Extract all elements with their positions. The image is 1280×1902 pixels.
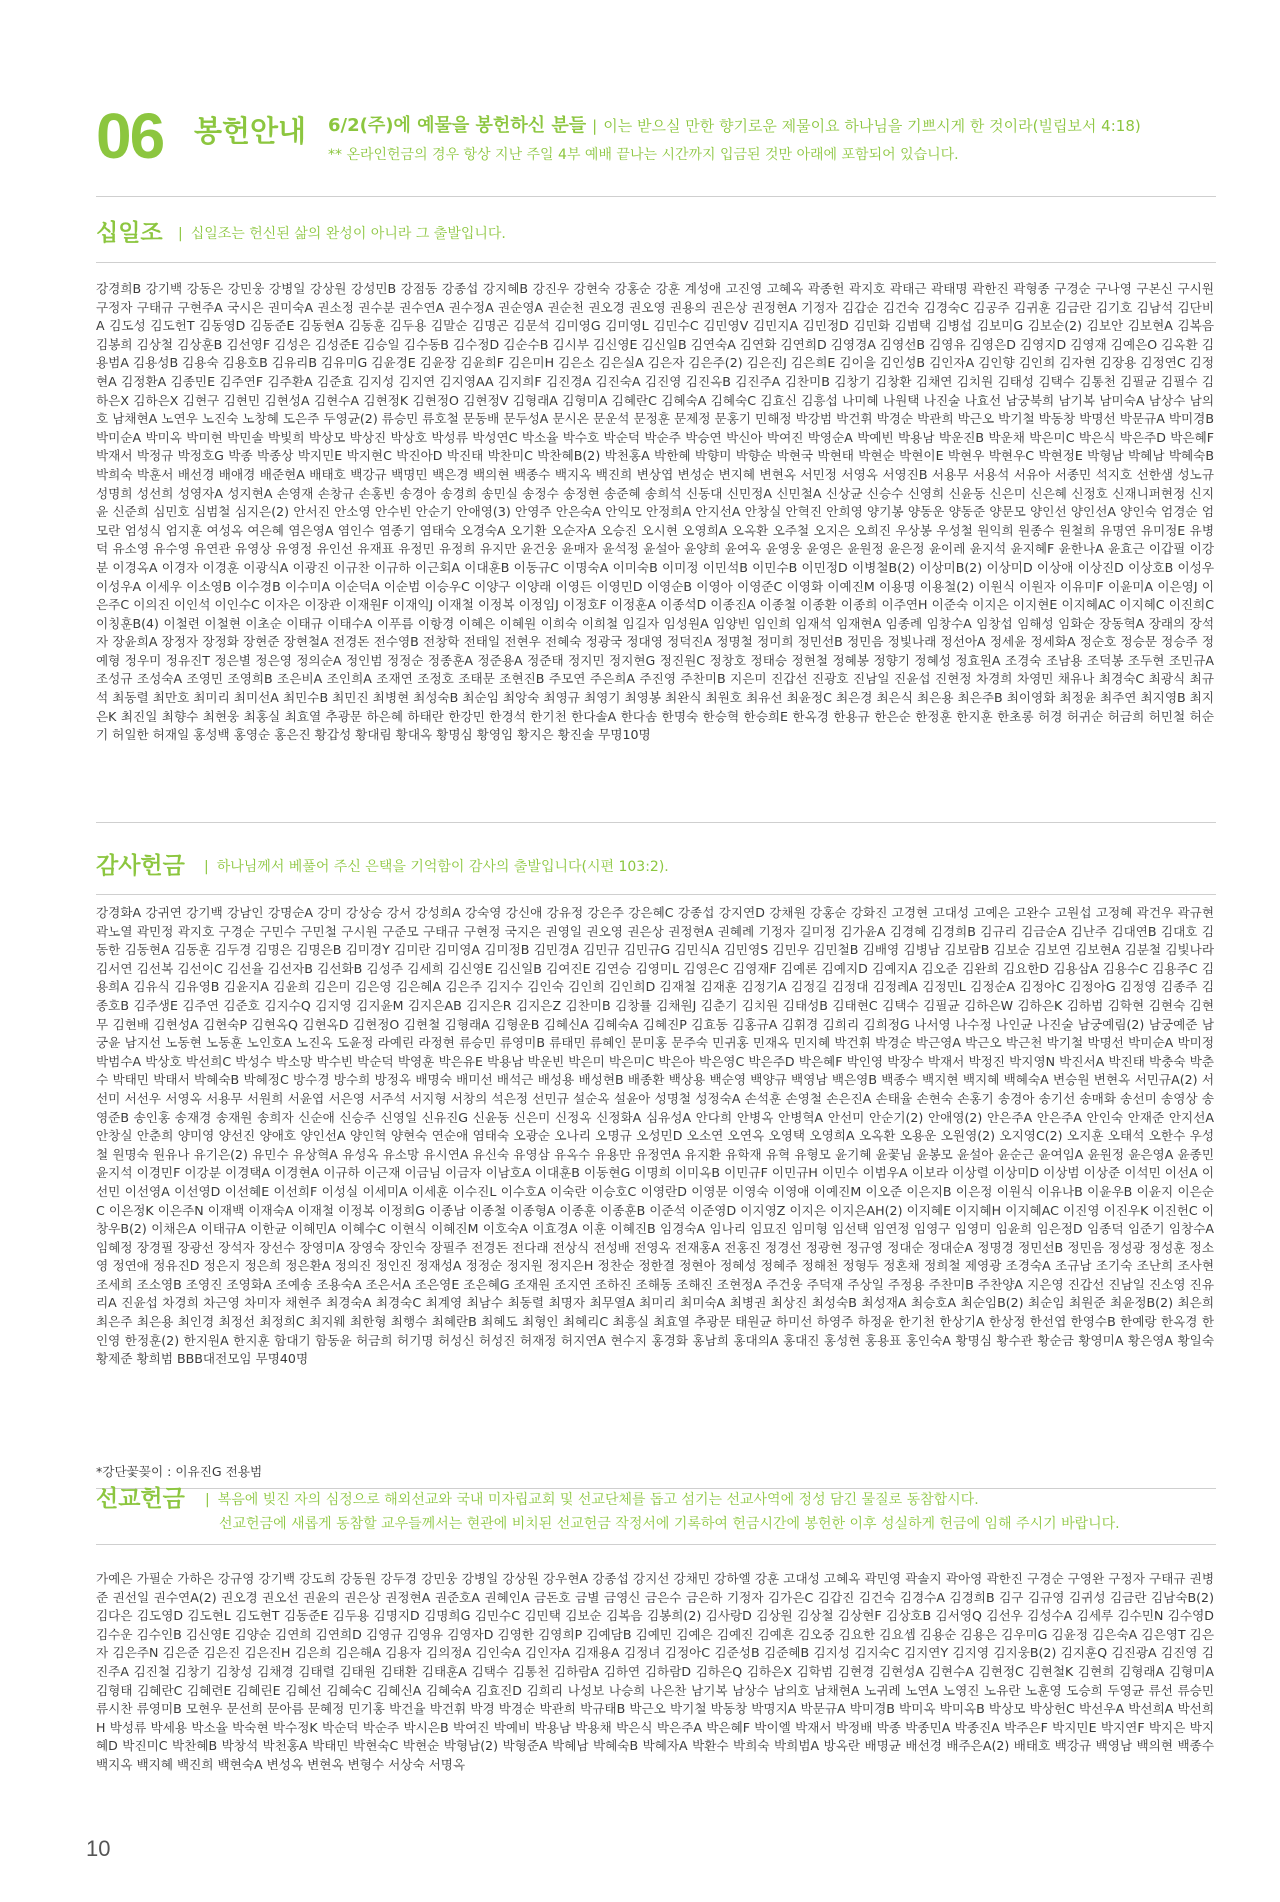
tithe-subtitle: | 십일조는 헌신된 삶의 완성이 아니라 그 출발입니다. [178,226,506,242]
offering-date-label: 6/2(주)에 예물을 봉헌하신 분들 [328,115,587,136]
mission-subtitle-1: | 복음에 빚진 자의 심정으로 해외선교와 국내 미자립교회 및 선교단체를 돕고 섬기는 선교사역에 정성 담긴 물질로 동참합시다. [205,1492,979,1508]
thanks-subtitle: | 하나님께서 베풀어 주신 은택을 기억함이 감사의 출발입니다(시편 103:2). [204,859,669,875]
separator: | [592,117,598,135]
mission-names: 가예은 가필순 가하은 강규영 강기백 강도희 강동원 강두경 강민웅 강병일 강상원 강우현A 강종섭 강지선 강채민 강하엘 강훈 고대성 고혜옥 곽민영 곽솔지 곽아영 곽한진 구경순 구영완 구정자 구태규 권병준 권선일 권수연A(2) 권오경 권오선 권윤의 권은상 권정현A 권준호A 권혜인A 금돈호 금별 금영신 금은수 금은하 기정자 김가은C 김갑진 김건숙 김경수A 김경희B 김구 김규영 김귀성 김금란 김남숙B(2) 김다은 김도영D 김도현L 김도현T 김동준E 김두용 김명지D 김명희G 김민수C 김민택 김보순 김복음 김봉희(2) 김사랑D 김상원 김상철 김상현F 김상호B 김서영Q 김선우 김성수A 김세루 김수민N 김수영D 김수운 김수인B 김신영E 김양순 김연희 김연희D 김영규 김영유 김영자D 김영한 김영희P 김예담B 김예민 김예은 김예진 김예흔 김오중 김요한 김요셉 김용순 김용은 김우미G 김윤정 김은숙A 김은영T 김은자 김은주N 김은준 김은진 김은진H 김은희 김은해A 김용자 김의정A 김인숙A 김인자A 김재용A 김정녀 김정아C 김준성B 김준혜B 김지성 김지숙C 김지연Y 김지영 김지웅B(2) 김지훈Q 김진광A 김진영 김진주A 김진철 김창기 김창성 김채경 김태렬 김태원 김태환 김태훈A 김택수 김통천 김하람A 김하연 김하람D 김하은Q 김하은X 김학범 김현경 김현성A 김현수A 김현정C 김현철K 김현희 김형래A 김형미A 김형태 김혜란C 김혜련E 김혜린E 김혜선 김혜숙C 김혜신A 김혜숙A 김효진D 김희리 나성보 나승희 나은찬 남기복 남상수 남의호 남채현A 노귀례 노연A 노영진 노유란 노훈영 도승희 두영균 류선 류승민 류시찬 류영미B 모현우 문선희 문아름 문혜정 민기홍 박건율 박건휘 박경 박경순 박관희 박규태B 박근오 박기철 박동창 박명지A 박문규A 박미경B 박미옥 박미옥B 박상모 박상헌C 박선우A 박선희A 박선희H 박성류 박세용 박소율 박숙현 박수정K 박순덕 박순주 박시은B 박여진 박예비 박용남 박용채 박은식 박은주A 박은혜F 박이엘 박재서 박정배 박종 박종민A 박종진A 박주은F 박지민E 박지연F 박지은 박지혜D 박진미C 박찬혜B 박창석 박천홍A 박태민 박현숙C 박현순 박형남(2) 박형준A 박혜남 박혜숙B 박혜자A 박환수 박희숙 박희범A 방옥란 배명균 배선경 배주은A(2) 배태호 백강규 백영남 백의현 백종수 백지옥 백지혜 백진희 백현숙A 변성옥 변현옥 변형수 서상숙 서명옥 [96,1571,1214,1772]
page-header [96,100,1216,174]
tithe-title: 십일조 [96,220,163,246]
online-offering-note: ** 온라인헌금의 경우 항상 지난 주일 4부 예배 끝나는 시간까지 입금된 것만 아래에 포함되어 있습니다. [328,147,959,163]
divider [96,894,1216,895]
divider [96,822,1216,823]
page-title: 봉헌안내 [194,114,307,148]
offering-date-line [328,116,1141,136]
divider [96,1488,1216,1489]
mission-title: 선교헌금 [96,1486,185,1512]
mission-subtitle-2: 선교헌금에 새롭게 동참할 교우들께서는 현관에 비치된 선교헌금 작정서에 기록하여 헌금시간에 봉헌한 이후 성실하게 헌금에 임해 주시기 바랍니다. [219,1516,1120,1532]
divider [96,196,1216,197]
thanks-names: 강경화A 강귀연 강기백 강남인 강명순A 강미 강상승 강서 강성희A 강숙영 강신애 강유정 강은주 강은혜C 강종섭 강지연D 강채원 강홍순 강화진 고경현 고대성 고예은 고완수 고원섭 고정혜 곽건우 곽규현 곽노열 곽민정 곽지호 구경순 구민수 구민철 구시원 구준모 구태규 구현정 국지은 권영일 권오영 권은상 권정현A 권혜례 기정자 길미정 김가윤A 김경혜 김경희B 김규리 김금순A 김난주 김대연B 김대호 김동한 김동현A 김동훈 김두경 김명은 김명은B 김미경Y 김미란 김미영A 김미정B 김민경A 김민규 김민규G 김민식A 김민영S 김민우 김민철B 김배영 김병남 김보람B 김보순 김보연 김보현A 김분철 김빛나라 김서연 김선복 김선이C 김선율 김선자B 김선화B 김성주 김세희 김신영E 김신일B 김여진E 김연승 김영미L 김영은C 김영재F 김예론 김예지D 김예지A 김오준 김완희 김요한D 김용삼A 김용수C 김용주C 김용희A 김유식 김유영B 김윤지A 김윤희 김은미 김은영 김은혜A 김은주 김지수 김인숙 김인희 김인희D 김재철 김재훈 김정기A 김정길 김정대 김정례A 김정민L 김정순A 김정아C 김정아G 김정영 김종주 김종호B 김주생E 김주연 김준호 김지수Q 김지영 김지윤M 김지은AB 김지은R 김지은Z 김찬미B 김창률 김채원J 김춘기 김치원 김태성B 김태현C 김택수 김필균 김하은W 김하은K 김하범 김학현 김현숙 김현무 김현배 김현성A 김현숙P 김현옥Q 김현옥D 김현정O 김현철 김형래A 김형운B 김혜신A 김혜숙A 김혜진P 김효동 김홍규A 김휘경 김희리 김희정G 나서영 나수정 나인균 나진술 남궁예림(2) 남궁예준 남궁윤 남지선 노동현 노동훈 노인호A 노진옥 도윤정 라예린 라정현 류승민 류영미B 류태민 류혜인 문미홍 문주숙 민귀홍 민재옥 민지혜 박건휘 박경순 박근영A 박근오 박근천 박기철 박명선 박미순A 박미정 박범수A 박상호 박선희C 박성수 박소망 박수빈 박순덕 박영훈 박은유E 박용남 박운빈 박은미 박은미C 박은아 박은영C 박은주D 박은혜F 박인영 박장수 박재서 박정진 박지영N 박진서A 박진태 박충숙 박춘수 박태민 박태서 박혜숙B 박혜정C 방수경 방수희 방정옥 배명숙 배미선 배석근 배성용 배성현B 배종환 백상용 백순영 백양규 백영남 백은영B 백종수 백지현 백지혜 백혜숙A 변승원 변현옥 서민규A(2) 서선미 서선우 서영옥 서용무 서원희 서윤엽 서은영 서주석 서지형 서창의 석은정 선민규 설순옥 설윤아 성명철 성정숙A 손석훈 손영철 손은진A 손태율 손현숙 손홍기 송경아 송기선 송매화 송선미 송영상 송영준B 송인홍 송재경 송재원 송희자 신순애 신승주 신영일 신유진G 신윤동 신은미 신정옥 신정화A 심유성A 안다희 안병옥 안병혁A 안선미 안순기(2) 안애영(2) 안은주A 안은주A 안인숙 안재준 안지선A 안창실 안춘희 양미영 양선진 양애호 양인선A 양인혁 양현숙 연순애 염태숙 오광순 오나리 오명규 오성민D 오소연 오연옥 오영택 오영희A 오옥환 오용운 오원영(2) 오지영C(2) 오지훈 오태석 오한수 우성철 원명숙 원유나 유기은(2) 유민수 유상혁A 유성옥 유소망 유시연A 유신숙 유영삼 유옥수 유용만 유정연A 유지환 유학재 유혁 유형모 윤기혜 윤꽃님 윤봉모 윤설아 윤순근 윤여임A 윤원정 윤은영A 윤종민 윤지석 이경민F 이강분 이경택A 이경현A 이규하 이근재 이금님 이금자 이남호A 이대훈B 이동현G 이명희 이미옥B 이민규F 이민규H 이민수 이범우A 이보라 이상렬 이상미D 이상범 이상준 이석민 이선A 이선민 이선영A 이선영D 이선혜E 이선희F 이성실 이세미A 이세훈 이수진L 이수호A 이숙란 이승호C 이영란D 이영문 이영숙 이영애 이예진M 이오준 이은지B 이은정 이원식 이유나B 이윤우B 이윤지 이은순C 이은정K 이은주N 이재백 이재숙A 이재철 이정복 이정희G 이종남 이종철 이종형A 이종훈 이종훈B 이준석 이준영D 이지영Z 이지은 이지은AH(2) 이지혜E 이지혜H 이지혜AC 이진영 이진우K 이진헌C 이창우B(2) 이채은A 이태규A 이한균 이혜민A 이혜수C 이현식 이혜진M 이호숙A 이효경A 이훈 이혜진B 임경숙A 임나리 임묘진 임미형 임선택 임연정 임영구 임영미 임윤희 임은정D 임종덕 임준기 임창수A 임혜정 장경필 장광선 장석자 장선수 장영미A 장영숙 장인숙 장필주 전경돈 전다래 전상식 전성배 전영옥 전재홍A 전홍진 정경선 정광현 정규영 정대순 정대순A 정명경 정민선B 정민음 정성광 정성훈 정소영 정연애 정유진D 정은지 정은희 정은환A 정의진 정인진 정재성A 정정순 정지원 정지은H 정찬순 정한결 정현아 정혜성 정혜주 정해천 정형두 정혼채 정희철 제영광 조경숙A 조규남 조기숙 조난희 조사현 조세희 조소영B 조영진 조영화A 조예송 조용숙A 조은서A 조은영E 조은혜G 조재원 조지연 조하진 조해동 조해진 조현정A 주건웅 주덕재 주상일 주정용 주찬미B 주찬양A 지은영 진갑선 진남일 진소영 진유리A 진윤섭 차경희 차근영 차미자 채현주 최경숙A 최경숙C 최계영 최남수 최동렬 최명자 최무열A 최미리 최미숙A 최병권 최상진 최성숙B 최성재A 최승호A 최순임B(2) 최순임 최원준 최윤정B(2) 최은희 최은주 최은용 최인경 최정선 최정희C 최지웨 최한형 최행수 최혜란B 최혜도 최형인 최혜리C 최흥실 최효열 추광문 태원균 하미선 하영주 하정윤 한기천 한상기A 한상정 한선엽 한영수B 한예랑 한옥경 한인영 한정훈(2) 한지원A 한지훈 함대기 함동윤 허금희 허기명 허성신 허성진 허재정 허지연A 현수지 홍경화 홍남희 홍대의A 홍대진 홍성현 홍용표 홍인숙A 황명심 황수관 황순금 황영미A 황은영A 황일숙 황제준 황희범 BBB대전모임 무명40명 [96,905,1214,1367]
tithe-names: 강경희B 강기백 강동은 강민웅 강병일 강상원 강성민B 강점동 강종섭 강지혜B 강진우 강현숙 강홍순 강훈 계성애 고진영 고혜옥 곽종헌 곽지호 곽태근 곽태명 곽한진 곽형종 구경순 구나영 구본신 구시원 구정자 구태규 구현주A 국시은 권미숙A 권소정 권수분 권수연A 권수정A 권순영A 권순천 권오경 권오영 권용의 권은상 권정현A 기정자 김갑순 김건숙 김경숙C 김공주 김귀훈 김금란 김기호 김남석 김단비A 김도성 김도헌T 김동영D 김동준E 김동현A 김동훈 김두용 김말순 김명곤 김문석 김미영G 김미영L 김민수C 김민영V 김민지A 김민정D 김민화 김범택 김병섭 김보미G 김보순(2) 김보안 김보현A 김복음 김봉희 김상철 김상훈B 김선영F 김성은 김성준E 김승일 김수동B 김수정D 김순수B 김시부 김신영E 김신일B 김연숙A 김연화 김연희D 김영경A 김영선B 김영유 김영은D 김영지D 김영재 김예은O 김옥환 김용범A 김용성B 김용숙 김용호B 김유리B 김유미G 김윤경E 김윤장 김윤희F 김은미H 김은소 김은실A 김은자 김은주(2) 김은진J 김은희E 김이을 김인성B 김인자A 김인향 김인희 김자현 김장용 김정연C 김정현A 김정환A 김종민E 김주연F 김주환A 김준효 김지성 김지연 김지영AA 김지희F 김진경A 김진숙A 김진영 김진옥B 김진주A 김찬미B 김창기 김창환 김채연 김치원 김태성 김택수 김통천 김필균 김필수 김하은X 김하은X 김현구 김현민 김현성A 김현수A 김현정K 김현정O 김현정V 김형래A 김형미A 김혜란C 김혜숙A 김혜숙C 김효신 김흥섭 나미혜 나원택 나진술 나효선 남궁북희 남기복 남미숙A 남상수 남의호 남채현A 노연우 노진숙 노창혜 도은주 두영균(2) 류승민 류호철 문동배 문두성A 문시온 문운석 문정훈 문제정 문홍기 민해정 박강범 박건휘 박경순 박관희 박근오 박기철 박동창 박명선 박문규A 박미경B 박미순A 박미옥 박미현 박민솔 박빛희 박상모 박상진 박상호 박성류 박성연C 박소율 박수호 박순덕 박순주 박승연 박신아 박여진 박영순A 박예빈 박용남 박운진B 박운채 박은미C 박은식 박은주D 박은혜F 박재서 박정규 박정호G 박종 박종상 박지민E 박지현C 박진아D 박진태 박찬미C 박찬혜B(2) 박천홍A 박한혜 박향미 박향순 박현국 박현태 박현순 박현이E 박현우 박현우C 박현정E 박형남 박혜남 박혜숙B 박희숙 박훈서 배선경 배애경 배준현A 배태호 백강규 백명민 백은경 백의현 백종수 백지옥 백진희 변상엽 변성순 변지혜 변현옥 서민정 서영옥 서영진B 서용무 서용석 서유아 서종민 석지호 선한샘 성노규 성명희 성선희 성영자A 성지현A 손영재 손창규 손홍빈 송경아 송경희 송민실 송정수 송정현 송준혜 송희석 신동대 신민정A 신민철A 신상균 신승수 신영희 신윤동 신은미 신은혜 신정호 신재니퍼현정 신지윤 신준희 심민호 심범철 심지은(2) 안서진 안소영 안수빈 안순기 안애영(3) 안영주 안은숙A 안익모 안정희A 안지선A 안창실 안혁진 안희영 양기봉 양동운 양동준 양문모 양인선 양인선A 양인숙 엄경순 엄모란 엄성식 엄지훈 여성옥 여은혜 염은영A 염인수 염종기 염태숙 오경숙A 오기환 오순자A 오승진 오시현 오영희A 오옥환 오주철 오지은 오희진 우상봉 우성철 원익희 원종수 원철희 유명연 유미정E 유병덕 유소영 유수영 유연관 유영상 유영정 유인선 유재표 유정민 유정희 유지만 윤건웅 윤매자 윤석정 윤설아 윤양희 윤여옥 윤영웅 윤영은 윤원정 윤은정 윤이레 윤지석 윤지혜F 윤한나A 윤효근 이갑필 이강분 이경옥A 이경자 이경훈 이광식A 이광진 이규찬 이규하 이근회A 이대훈B 이동규C 이명숙A 이미숙B 이미정 이민석B 이민수B 이민정D 이병철B(2) 이상미B(2) 이상미D 이상애 이상진D 이상호B 이성우 이성우A 이세우 이소영B 이수경B 이수미A 이순덕A 이순범 이승우C 이양구 이양래 이영든 이영민D 이영순B 이영아 이영준C 이영화 이예진M 이용명 이용철(2) 이원식 이원자 이유미F 이윤미A 이은영J 이은주C 이의진 이인석 이인수C 이자은 이장관 이재원F 이재익J 이재철 이정복 이정임J 이정호F 이정훈A 이종석D 이종진A 이종철 이종환 이종희 이주연H 이준숙 이지은 이지현E 이지혜AC 이지혜C 이진희C 이칭훈B(4) 이철련 이철현 이초순 이태규 이태수A 이푸름 이항경 이혜은 이혜원 이희숙 이희철 임길자 임성원A 임양빈 임인희 임재석 임재현A 임종례 임창수A 임창섭 임해성 임화순 장동혁A 장래의 장석자 장윤희A 장정자 장정화 장현준 장현철A 전경돈 전수영B 전창학 전태일 전현우 전혜숙 정광국 정대영 정덕진A 정명철 정미희 정민선B 정민음 정빛나래 정선아A 정세윤 정세화A 정순호 정승문 정승주 정예형 정우미 정유진T 정은별 정은영 정의순A 정인범 정정순 정종훈A 정준용A 정준태 정지민 정지현G 정진원C 정창호 정태승 정현철 정혜봉 정향기 정혜성 정효원A 조경숙 조남용 조덕봉 조두현 조민규A 조성규 조성숙A 조영민 조영희B 조은비A 조인희A 조재연 조정호 조태문 조현진B 주모연 주은희A 주진영 주찬미B 지은미 진갑선 진광호 진남일 진윤섭 진현정 차경희 차영민 채유나 최경숙C 최광식 최규석 최동렬 최만호 최미리 최미선A 최민수B 최민진 최병현 최성숙B 최순임 최앙숙 최영규 최영기 최영봉 최완식 최원호 최유선 최윤정C 최은경 최은식 최은용 최은주B 최이영화 최정윤 최주연 최지영B 최지은K 최진일 최향수 최현웅 최홍실 최효열 추광문 하은혜 하태란 한강민 한경석 한기천 한다솔A 한다솜 한명숙 한승혁 한승희E 한옥경 한용규 한은순 한정훈 한지훈 한초롱 허경 허귀순 허금희 허민철 허순기 허일한 허재일 홍성백 홍영순 홍은진 황갑성 황대림 황대옥 황명심 황영임 황지은 황진솔 무명10명 [96,281,1214,743]
divider [96,262,1216,263]
thanks-title: 감사헌금 [96,853,185,879]
section-number: 06 [96,100,164,172]
divider [96,1544,1216,1545]
bible-verse: 이는 받으실 만한 향기로운 제물이요 하나님을 기쁘시게 한 것이라(빌립보서 4:18) [603,117,1141,135]
altar-flowers-note: *강단꽃꽂이 : 이유진G 전용범 [96,1464,263,1479]
page-number: 10 [86,1836,111,1861]
